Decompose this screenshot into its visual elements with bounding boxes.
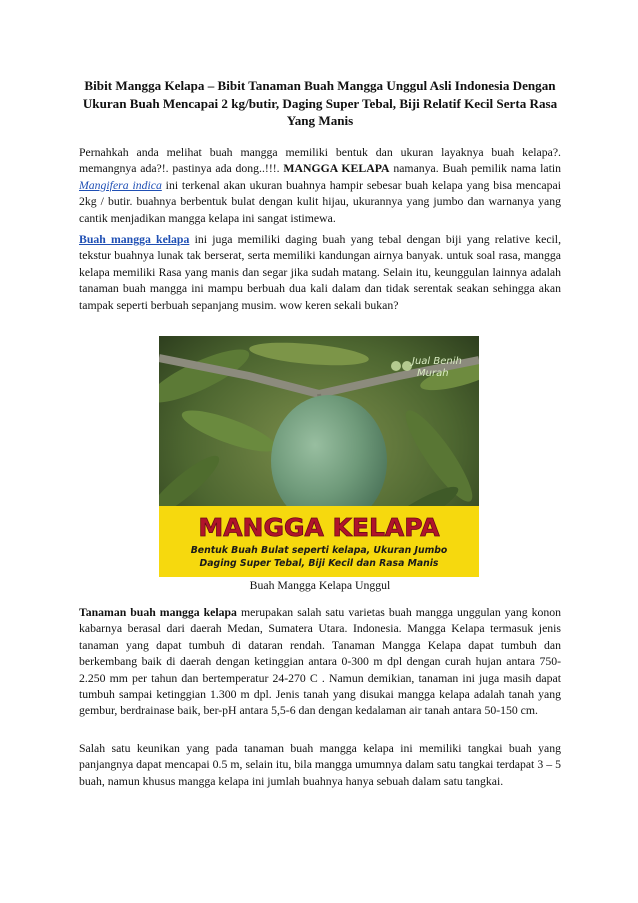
mangifera-indica-link[interactable]: Mangifera indica — [79, 178, 162, 192]
banner-line2: Daging Super Tebal, Biji Kecil dan Rasa Manis — [199, 558, 439, 569]
tanaman-text-1: merupakan salah satu varietas buah mangga unggulan yang konon kabarnya berasal dari daerah Medan, Sumatera Utara. Indonesia. Mangga Kelapa termasuk jenis tanaman yang dapat tumbuh di dataran rendah. Tanaman Mangga Kelapa dapat tumbuh dan berkembang baik di daerah dengan ketinggian antara 0-300 m dpl dengan curah hujan antara 750-2.250 mm per tahun dan bertemperatur 24-270 C . Namun demikian, tanaman ini juga masih dapat tumbuh sampai ketinggian 1.300 m dpl. Jenis tanah yang disukai mangga kelapa adalah tanah yang gembur, berdrainase baik, ber-pH antara 5,5-6 dan dengan kedalaman air tanah antara 50-150 cm. — [79, 606, 561, 718]
mango-photo-graphic — [159, 336, 479, 577]
intro-text-2: namanya. Buah pemilik nama latin — [389, 162, 561, 176]
banner-line1: Bentuk Buah Bulat seperti kelapa, Ukuran Jumbo — [190, 545, 448, 556]
paragraph-keunikan — [79, 741, 561, 790]
keunikan-text-1: Salah satu keunikan yang pada tanaman buah mangga kelapa ini memiliki tangkai buah yang panjangnya dapat mencapai 0.5 m, selain itu, bila mangga umumnya dalam satu tangkai terdapat 3 – 5 buah, namun khusus mangga kelapa ini jumlah buahnya hanya sebuah dalam satu tangkai. — [79, 742, 561, 788]
paragraph-buah — [79, 232, 561, 314]
figure-caption: Buah Mangga Kelapa Unggul — [249, 579, 391, 592]
mango-photo — [159, 336, 479, 577]
paragraph-tanaman — [79, 605, 561, 720]
watermark-line1: Jual Benih — [412, 356, 462, 367]
document-title: Bibit Mangga Kelapa – Bibit Tanaman Buah Mangga Unggul Asli Indonesia Dengan Ukuran Buah Mencapai 2 kg/butir, Daging Super Tebal, Biji Relatif Kecil Serta Rasa Yang Manis — [82, 78, 558, 128]
watermark-line2: Murah — [417, 368, 449, 379]
banner-title: MANGGA KELAPA — [198, 513, 440, 542]
buah-text-1: ini juga memiliki daging buah yang tebal dengan biji yang relative kecil, tekstur buahnya lunak tak berserat, serta memiliki kandungan airnya banyak. untuk soal rasa, mangga kelapa memiliki Rasa yang manis dan segar jika sudah matang. Selain itu, keunggulan lainnya adalah tanaman buah mangga ini mampu berbuah dua kali dalam dan tidak serentak seakan sehingga akan tampak seperti berbuah sepanjang musim. wow keren sekali bukan? — [79, 233, 562, 312]
intro-text-1: Pernahkah anda melihat buah mangga memiliki bentuk dan ukuran layaknya buah kelapa?. memangnya ada?!. pastinya ada dong..!!!. — [79, 146, 561, 176]
intro-bold-mangga-kelapa: MANGGA KELAPA — [283, 162, 390, 176]
buah-mangga-kelapa-link[interactable]: Buah mangga kelapa — [79, 233, 190, 246]
tanaman-bold: Tanaman buah mangga kelapa — [79, 606, 237, 619]
intro-text-3: ini terkenal akan ukuran buahnya hampir sebesar buah kelapa yang bisa mencapai 2kg / butir. buahnya berbentuk bulat dengan kulit hijau, ukurannya yang jumbo dan warnanya yang cantik menjadikan mangga kelapa ini sangat istimewa. — [79, 178, 561, 225]
paragraph-intro — [79, 145, 561, 227]
